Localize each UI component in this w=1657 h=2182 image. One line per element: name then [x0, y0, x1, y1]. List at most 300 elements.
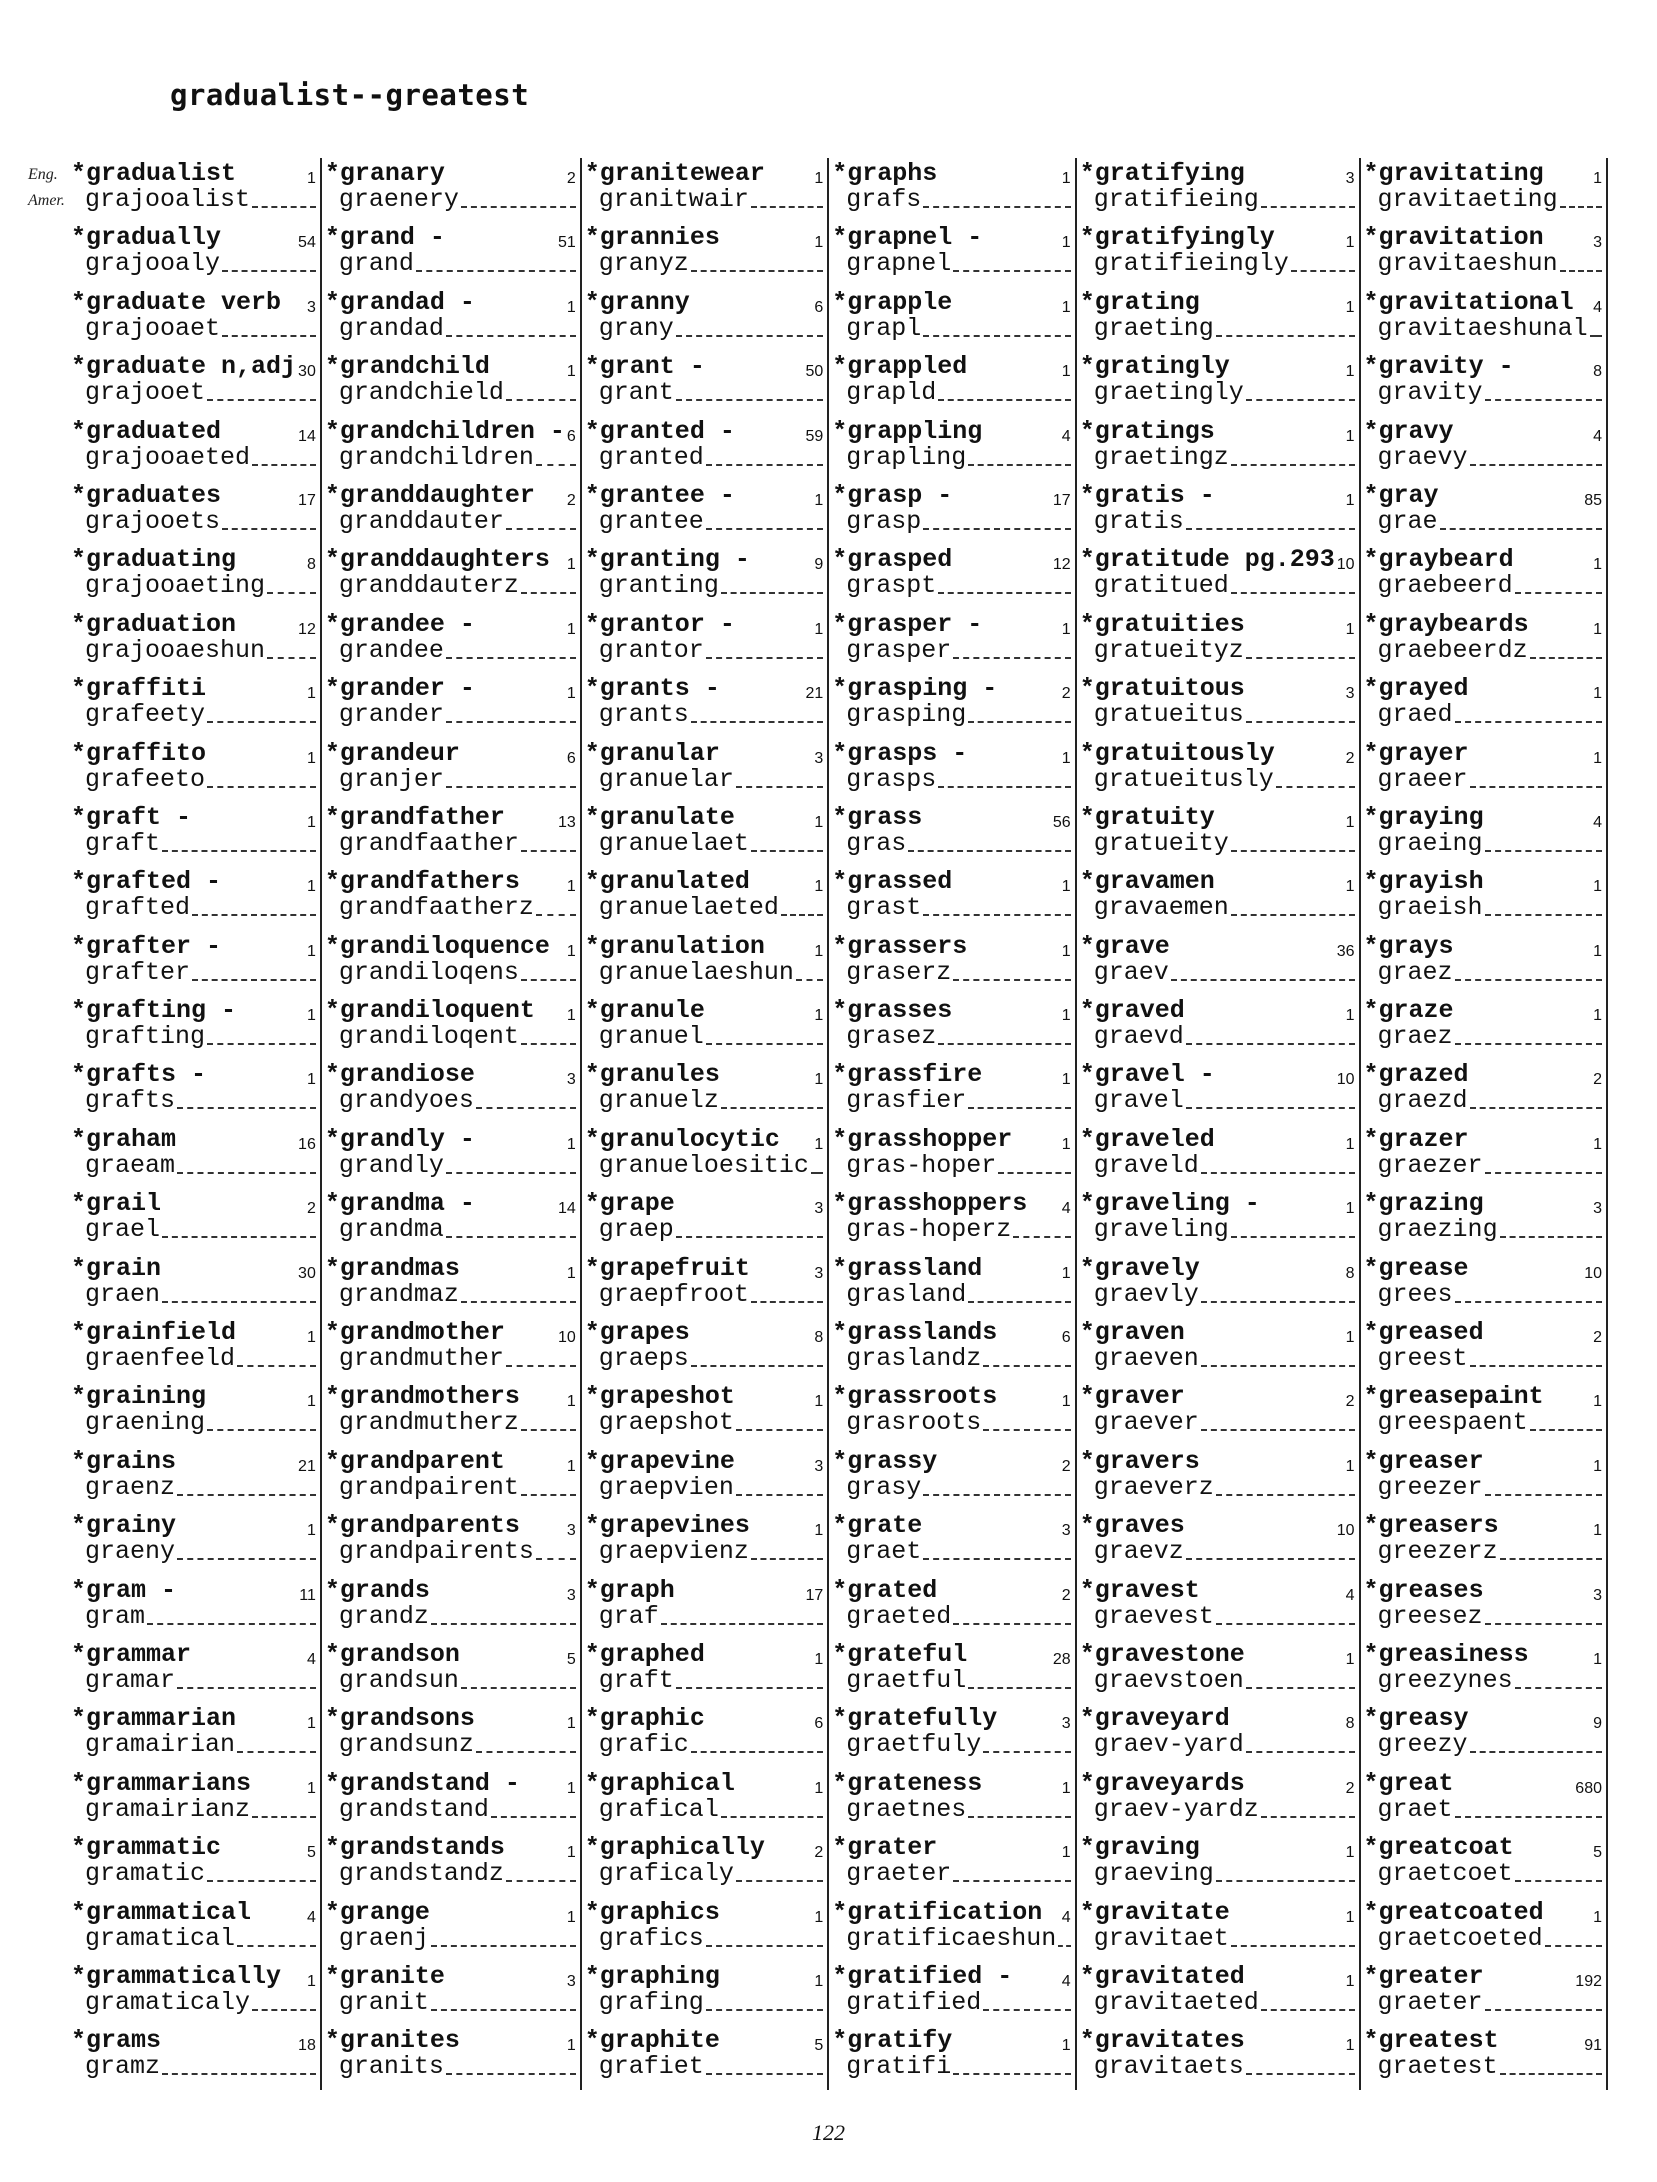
frequency-count: 1 — [1345, 427, 1355, 445]
headword: *graybeard — [1363, 545, 1514, 575]
respelling: grajooaly — [85, 249, 221, 279]
frequency-count: 1 — [566, 2037, 576, 2055]
headword: *grains — [71, 1446, 177, 1476]
leader-line — [953, 657, 1070, 659]
leader-line — [177, 1172, 316, 1174]
word-column — [1361, 158, 1608, 2090]
word-entry — [829, 1961, 1074, 2025]
word-entry — [68, 995, 320, 1059]
frequency-count: 1 — [1345, 1329, 1355, 1347]
headword: *grasped — [832, 545, 953, 575]
leader-line — [1261, 206, 1355, 208]
word-entry — [1077, 1510, 1359, 1574]
leader-line — [721, 1107, 823, 1109]
respelling: graetfuly — [846, 1730, 982, 1760]
leader-line — [1261, 1816, 1355, 1818]
word-entry — [829, 351, 1074, 415]
frequency-count: 2 — [1345, 1779, 1355, 1797]
leader-line — [953, 2073, 1070, 2075]
leader-line — [1216, 1880, 1355, 1882]
word-entry — [829, 158, 1074, 222]
frequency-count: 1 — [1345, 620, 1355, 638]
word-entry — [68, 866, 320, 930]
headword: *graffiti — [71, 674, 207, 704]
headword: *grammatically — [71, 1961, 282, 1991]
word-entry — [582, 995, 827, 1059]
leader-line — [923, 528, 1070, 530]
leader-line — [1485, 850, 1602, 852]
frequency-count: 1 — [814, 878, 824, 896]
respelling: grast — [846, 893, 922, 923]
leader-line — [1216, 1494, 1355, 1496]
respelling: graep — [598, 1215, 674, 1245]
headword: *grazing — [1363, 1189, 1484, 1219]
word-entry — [582, 1059, 827, 1123]
word-entry — [322, 609, 580, 673]
respelling: grandmutherz — [338, 1408, 519, 1438]
word-entry — [1077, 1768, 1359, 1832]
leader-line — [1261, 2009, 1355, 2011]
word-entry — [68, 416, 320, 480]
frequency-count: 13 — [558, 813, 576, 831]
frequency-count: 3 — [1061, 1522, 1071, 1540]
frequency-count: 3 — [1593, 1200, 1602, 1218]
leader-line — [736, 786, 823, 788]
leader-line — [938, 592, 1070, 594]
frequency-count: 1 — [1061, 234, 1071, 252]
word-column — [582, 158, 829, 2090]
frequency-count: 1 — [1061, 1779, 1071, 1797]
respelling: graebeerd — [1377, 571, 1513, 601]
frequency-count: 4 — [306, 1650, 316, 1668]
headword: *grass — [832, 802, 923, 832]
headword: *gratis - — [1079, 480, 1215, 510]
respelling: graficaly — [598, 1859, 734, 1889]
word-entry — [1077, 1703, 1359, 1767]
frequency-count: 1 — [814, 1135, 824, 1153]
word-entry — [582, 1961, 827, 2025]
respelling: graeer — [1377, 764, 1468, 794]
word-entry — [1361, 416, 1606, 480]
respelling: grandfaather — [338, 828, 519, 858]
word-entry — [829, 1703, 1074, 1767]
headword: *grandeur — [324, 738, 460, 768]
eng-label: Eng. — [28, 166, 58, 183]
frequency-count: 10 — [1336, 556, 1355, 574]
respelling: graetnes — [846, 1794, 967, 1824]
frequency-count: 2 — [306, 1200, 316, 1218]
headword: *grapevine — [584, 1446, 735, 1476]
word-entry — [1077, 1059, 1359, 1123]
headword: *grander - — [324, 674, 475, 704]
word-entry — [1077, 738, 1359, 802]
respelling: granuelaeted — [598, 893, 779, 923]
frequency-count: 1 — [1061, 1393, 1071, 1411]
respelling: granjer — [338, 764, 444, 794]
headword: *grasp - — [832, 480, 953, 510]
respelling: graevy — [1377, 442, 1468, 472]
respelling: gravitaet — [1093, 1923, 1229, 1953]
frequency-count: 1 — [1593, 1135, 1602, 1153]
frequency-count: 1 — [1061, 298, 1071, 316]
headword: *graze — [1363, 996, 1454, 1026]
frequency-count: 1 — [814, 1393, 824, 1411]
frequency-count: 1 — [566, 298, 576, 316]
headword: *gratuity — [1079, 802, 1215, 832]
leader-line — [751, 206, 823, 208]
frequency-count: 1 — [306, 1779, 316, 1797]
respelling: grees — [1377, 1279, 1453, 1309]
word-entry — [68, 1639, 320, 1703]
respelling: grasper — [846, 635, 952, 665]
respelling: gravel — [1093, 1086, 1184, 1116]
leader-line — [506, 1880, 576, 1882]
headword: *grappling — [832, 416, 983, 446]
leader-line — [1231, 464, 1355, 466]
word-entry — [1361, 802, 1606, 866]
headword: *grateness — [832, 1768, 983, 1798]
headword: *grapes — [584, 1318, 690, 1348]
respelling: graft — [598, 1665, 674, 1695]
leader-line — [721, 1816, 823, 1818]
word-entry — [829, 609, 1074, 673]
headword: *great — [1363, 1768, 1454, 1798]
word-entry — [322, 1188, 580, 1252]
word-entry — [68, 1575, 320, 1639]
respelling: grandad — [338, 313, 444, 343]
headword: *grandsons — [324, 1704, 475, 1734]
frequency-count: 1 — [1345, 1908, 1355, 1926]
respelling: gravitaeted — [1093, 1987, 1259, 2017]
leader-line — [446, 1172, 576, 1174]
respelling: graezd — [1377, 1086, 1468, 1116]
leader-line — [938, 399, 1070, 401]
headword: *grasps - — [832, 738, 968, 768]
respelling: greesez — [1377, 1601, 1483, 1631]
respelling: grantee — [598, 506, 704, 536]
frequency-count: 1 — [566, 556, 576, 574]
respelling: graezing — [1377, 1215, 1498, 1245]
headword: *graphs — [832, 159, 938, 188]
word-column — [1077, 158, 1361, 2090]
leader-line — [521, 1494, 576, 1496]
headword: *gravel - — [1079, 1060, 1215, 1090]
leader-line — [461, 1687, 576, 1689]
respelling: grajooets — [85, 506, 221, 536]
frequency-count: 9 — [1593, 1715, 1602, 1733]
respelling: graening — [85, 1408, 206, 1438]
word-entry — [68, 1510, 320, 1574]
respelling: gratueitusly — [1093, 764, 1274, 794]
respelling: grandpairent — [338, 1472, 519, 1502]
word-entry — [68, 1124, 320, 1188]
word-entry — [1361, 1059, 1606, 1123]
respelling: grafiet — [598, 2052, 704, 2082]
word-entry — [582, 2025, 827, 2089]
respelling: graez — [1377, 957, 1453, 987]
headword: *gray — [1363, 480, 1439, 510]
word-entry — [1361, 544, 1606, 608]
frequency-count: 1 — [814, 170, 824, 187]
respelling: graserz — [846, 957, 952, 987]
leader-line — [162, 1301, 316, 1303]
frequency-count: 1 — [814, 491, 824, 509]
word-entry — [582, 1703, 827, 1767]
frequency-count: 1 — [1593, 1650, 1602, 1668]
word-entry — [68, 222, 320, 286]
respelling: grander — [338, 700, 444, 730]
frequency-count: 4 — [1061, 1200, 1071, 1218]
leader-line — [1485, 1623, 1602, 1625]
respelling: greezy — [1377, 1730, 1468, 1760]
frequency-count: 18 — [298, 2037, 316, 2055]
respelling: graslandz — [846, 1344, 982, 1374]
frequency-count: 3 — [814, 1264, 824, 1282]
respelling: gras-hoperz — [846, 1215, 1012, 1245]
respelling: grasp — [846, 506, 922, 536]
respelling: graetingz — [1093, 442, 1229, 472]
respelling: graed — [1377, 700, 1453, 730]
headword: *greased — [1363, 1318, 1484, 1348]
leader-line — [1171, 979, 1355, 981]
leader-line — [1058, 1945, 1070, 1947]
headword: *grapeshot — [584, 1382, 735, 1412]
frequency-count: 3 — [1593, 234, 1602, 252]
headword: *graduation — [71, 609, 237, 639]
leader-line — [751, 1558, 823, 1560]
word-entry — [322, 1575, 580, 1639]
leader-line — [1515, 592, 1602, 594]
headword: *grayed — [1363, 674, 1469, 704]
word-entry — [322, 1768, 580, 1832]
frequency-count: 3 — [814, 749, 824, 767]
respelling: graepshot — [598, 1408, 734, 1438]
word-entry — [829, 222, 1074, 286]
word-entry — [829, 1575, 1074, 1639]
leader-line — [1231, 850, 1355, 852]
leader-line — [1291, 270, 1355, 272]
leader-line — [706, 2009, 823, 2011]
leader-line — [1485, 914, 1602, 916]
frequency-count: 1 — [306, 813, 316, 831]
word-entry — [829, 995, 1074, 1059]
frequency-count: 1 — [1061, 1844, 1071, 1862]
leader-line — [536, 1558, 576, 1560]
respelling: gras-hoper — [846, 1150, 997, 1180]
headword: *granny — [584, 287, 690, 317]
respelling: grajooaet — [85, 313, 221, 343]
frequency-count: 1 — [1593, 1007, 1602, 1025]
respelling: graeing — [1377, 828, 1483, 858]
frequency-count: 2 — [1345, 749, 1355, 767]
headword: *grandson — [324, 1639, 460, 1669]
word-entry — [68, 1897, 320, 1961]
headword: *gravely — [1079, 1253, 1200, 1283]
respelling: gratifieingly — [1093, 249, 1289, 279]
headword: *grazed — [1363, 1060, 1469, 1090]
respelling: graveling — [1093, 1215, 1229, 1245]
word-entry — [1077, 1639, 1359, 1703]
leader-line — [1246, 399, 1355, 401]
respelling: greezerz — [1377, 1537, 1498, 1567]
word-entry — [68, 1317, 320, 1381]
leader-line — [1013, 1236, 1070, 1238]
respelling: grasps — [846, 764, 937, 794]
leader-line — [521, 1043, 576, 1045]
leader-line — [237, 1751, 316, 1753]
respelling: gras — [846, 828, 907, 858]
headword: *graveling - — [1079, 1189, 1260, 1219]
frequency-count: 1 — [1345, 1457, 1355, 1475]
respelling: graenj — [338, 1923, 429, 1953]
word-entry — [1361, 351, 1606, 415]
leader-line — [1201, 1172, 1355, 1174]
headword: *graved — [1079, 996, 1185, 1026]
respelling: graever — [1093, 1408, 1199, 1438]
word-entry — [1077, 673, 1359, 737]
word-entry — [829, 1768, 1074, 1832]
word-entry — [1361, 1381, 1606, 1445]
leader-line — [1201, 1429, 1355, 1431]
leader-line — [796, 979, 823, 981]
respelling: graevest — [1093, 1601, 1214, 1631]
respelling: granuel — [598, 1022, 704, 1052]
headword: *greasiness — [1363, 1639, 1529, 1669]
leader-line — [207, 721, 316, 723]
frequency-count: 1 — [566, 1135, 576, 1153]
leader-line — [416, 270, 576, 272]
frequency-count: 1 — [1593, 1457, 1602, 1475]
word-entry — [1361, 738, 1606, 802]
headword: *greasepaint — [1363, 1382, 1544, 1412]
respelling: granueloesitic — [598, 1150, 809, 1180]
word-entry — [68, 287, 320, 351]
headword: *gratingly — [1079, 352, 1230, 382]
word-entry — [1077, 1188, 1359, 1252]
headword: *grandiloquence — [324, 931, 550, 961]
respelling: graepvien — [598, 1472, 734, 1502]
headword: *grandstand - — [324, 1768, 520, 1798]
respelling: gravitaets — [1093, 2052, 1244, 2082]
headword: *grated — [832, 1575, 938, 1605]
word-entry — [322, 1381, 580, 1445]
respelling: grandchield — [338, 378, 504, 408]
respelling: grandsun — [338, 1665, 459, 1695]
leader-line — [1201, 1301, 1355, 1303]
word-entry — [829, 1317, 1074, 1381]
word-entry — [68, 1059, 320, 1123]
respelling: gratueity — [1093, 828, 1229, 858]
headword: *grandchild — [324, 352, 490, 382]
headword: *grateful — [832, 1639, 968, 1669]
respelling: gram — [85, 1601, 146, 1631]
frequency-count: 1 — [306, 170, 316, 187]
frequency-count: 1 — [306, 942, 316, 960]
leader-line — [736, 1429, 823, 1431]
respelling: graetingly — [1093, 378, 1244, 408]
frequency-count: 1 — [566, 685, 576, 703]
frequency-count: 8 — [814, 1329, 824, 1347]
leader-line — [1276, 786, 1355, 788]
frequency-count: 3 — [566, 1586, 576, 1604]
headword: *gratifyingly — [1079, 223, 1275, 253]
headword: *grassfire — [832, 1060, 983, 1090]
word-entry — [582, 1639, 827, 1703]
frequency-count: 1 — [1593, 556, 1602, 574]
leader-line — [1560, 270, 1602, 272]
headword: *gratify — [832, 2026, 953, 2056]
headword: *gravamen — [1079, 867, 1215, 897]
headword: *grassland — [832, 1253, 983, 1283]
headword: *grants - — [584, 674, 720, 704]
leader-line — [506, 1365, 576, 1367]
headword: *graver — [1079, 1382, 1185, 1412]
leader-line — [521, 592, 576, 594]
leader-line — [691, 721, 823, 723]
word-entry — [1361, 1188, 1606, 1252]
headword: *grandee - — [324, 609, 475, 639]
respelling: grandz — [338, 1601, 429, 1631]
leader-line — [908, 850, 1070, 852]
leader-line — [938, 786, 1070, 788]
respelling: grafs — [846, 185, 922, 214]
respelling: graez — [1377, 1022, 1453, 1052]
leader-line — [446, 1236, 576, 1238]
frequency-count: 1 — [1345, 813, 1355, 831]
leader-line — [162, 2073, 316, 2075]
leader-line — [736, 1880, 823, 1882]
word-entry — [582, 1510, 827, 1574]
word-entry — [582, 802, 827, 866]
frequency-count: 1 — [1345, 1972, 1355, 1990]
word-entry — [68, 1768, 320, 1832]
respelling: greespaent — [1377, 1408, 1528, 1438]
leader-line — [476, 1107, 576, 1109]
respelling: grajooaeted — [85, 442, 251, 472]
headword: *gratings — [1079, 416, 1215, 446]
word-column — [68, 158, 322, 2090]
leader-line — [267, 657, 316, 659]
leader-line — [1216, 1623, 1355, 1625]
word-entry — [1361, 1446, 1606, 1510]
word-entry — [829, 1059, 1074, 1123]
frequency-count: 1 — [566, 1264, 576, 1282]
respelling: grafts — [85, 1086, 176, 1116]
word-entry — [1361, 1639, 1606, 1703]
leader-line — [521, 979, 576, 981]
leader-line — [751, 1301, 823, 1303]
word-entry — [582, 1446, 827, 1510]
frequency-count: 8 — [1345, 1264, 1355, 1282]
word-entry — [1077, 1381, 1359, 1445]
frequency-count: 1 — [566, 363, 576, 381]
headword: *grasper - — [832, 609, 983, 639]
word-entry — [829, 1188, 1074, 1252]
page-number: 122 — [812, 2120, 845, 2145]
word-entry — [582, 480, 827, 544]
word-entry — [322, 287, 580, 351]
word-column — [829, 158, 1076, 2090]
headword: *grantor - — [584, 609, 735, 639]
respelling: graeps — [598, 1344, 689, 1374]
respelling: grafical — [598, 1794, 719, 1824]
headword: *graduating — [71, 545, 237, 575]
word-entry — [1361, 995, 1606, 1059]
word-entry — [582, 158, 827, 222]
headword: *grasshoppers — [832, 1189, 1028, 1219]
frequency-count: 8 — [1345, 1715, 1355, 1733]
headword: *graduated — [71, 416, 222, 446]
